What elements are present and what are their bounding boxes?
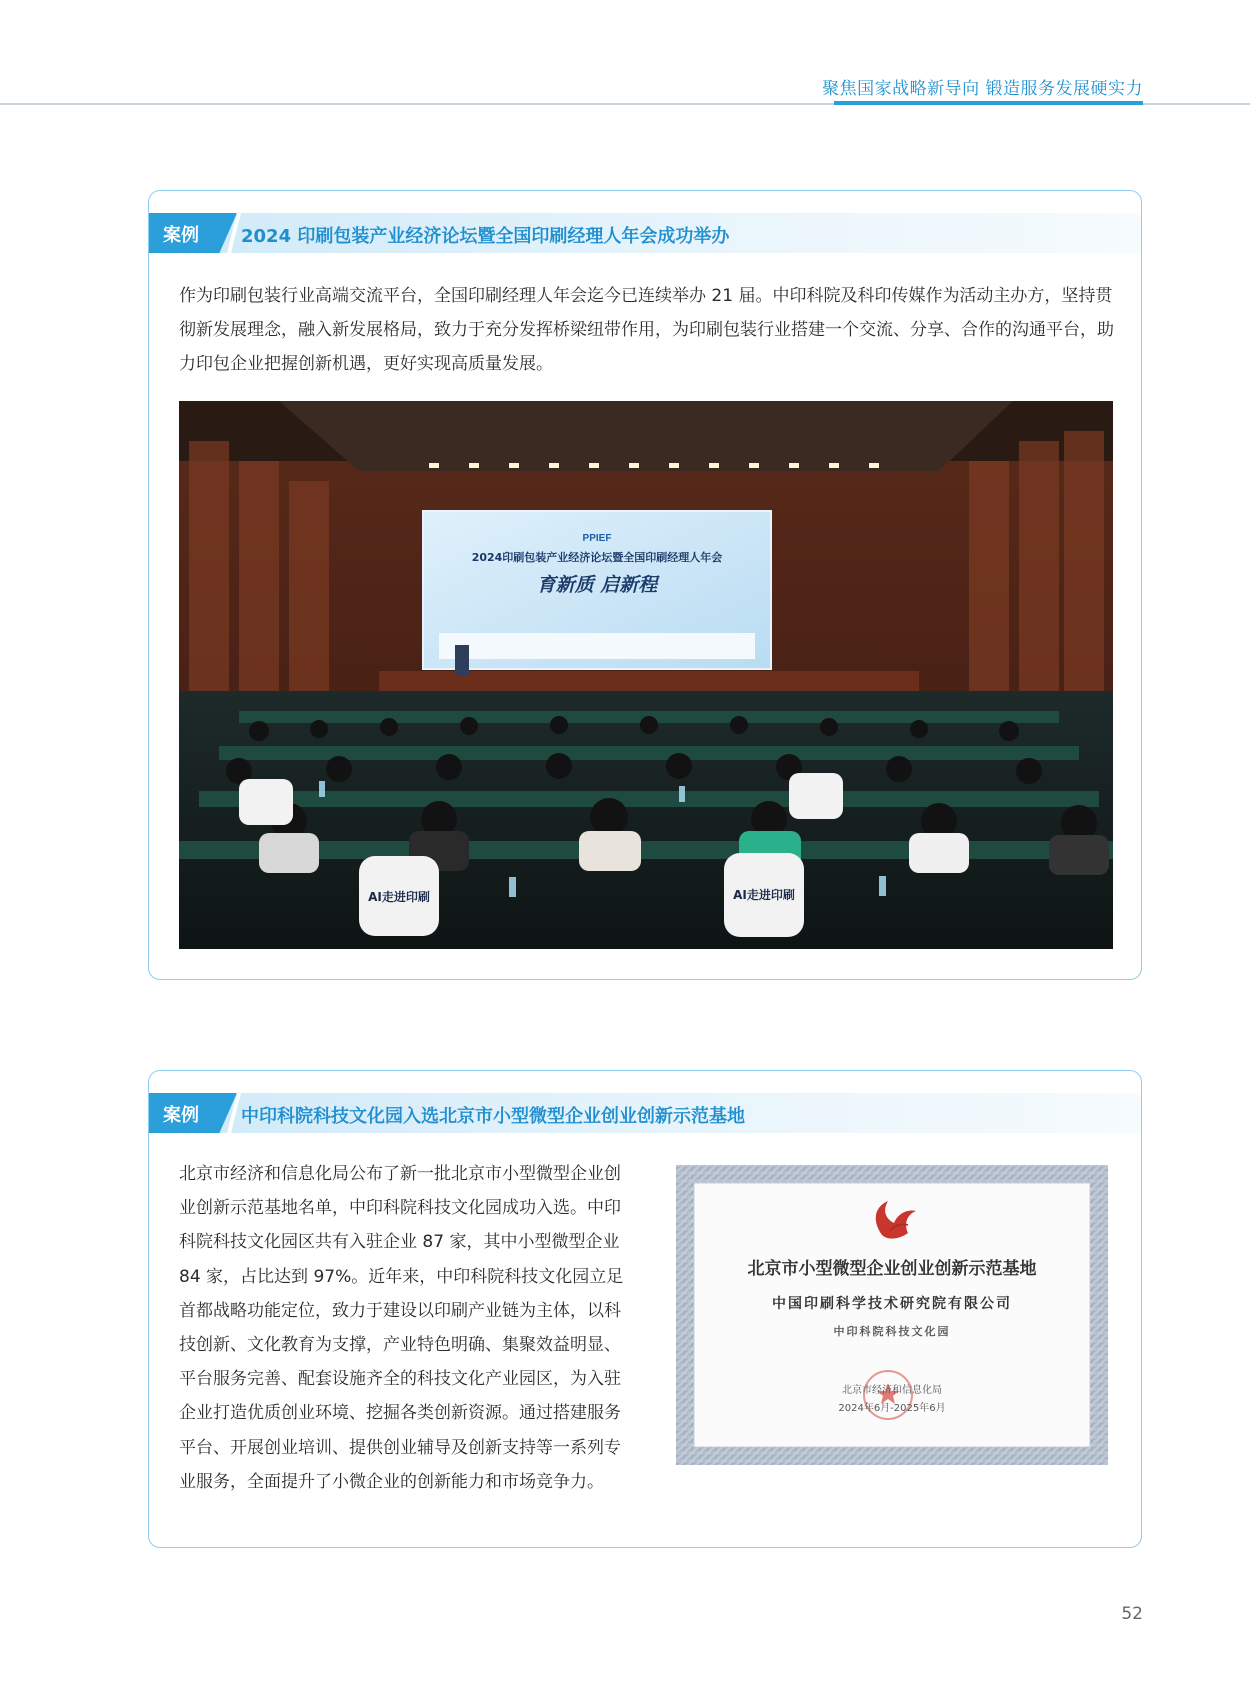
- chair-banner: AI走进印刷: [368, 890, 430, 904]
- certificate-title: 北京市小型微型企业创业创新示范基地: [747, 1259, 1037, 1279]
- case-paragraph: 北京市经济和信息化局公布了新一批北京市小型微型企业创业创新示范基地名单，中印科院科技文化园成功入选。中印科院科技文化园区共有入驻企业 87 家，其中小型微型企业 84 家，占比达到 97%。近年来，中印科院科技文化园立足首都战略功能定位，致力于建设以印刷产业链为主体，以科技创新、文化教育为支撑，产业特色明确、集聚效益明显、平台服务完善、配套设施齐全的科技文化产业园区，为入驻企业打造优质创业环境、挖掘各类创新资源。通过搭建服务平台、开展创业培训、提供创业辅导及创新支持等一系列专业服务，全面提升了小微企业的创新能力和市场竞争力。: [179, 1164, 624, 1492]
- certificate-park: 中印科院科技文化园: [833, 1325, 951, 1338]
- certificate-period: 2024年6月-2025年6月: [838, 1403, 946, 1414]
- case-heading: [149, 213, 1141, 253]
- case-tag-label: 案例: [163, 225, 199, 246]
- conference-photo: [179, 401, 1113, 949]
- running-header: 聚焦国家战略新导向 锻造服务发展硬实力: [822, 79, 1143, 99]
- case-box-forum: [148, 190, 1142, 980]
- chair-banner: AI走进印刷: [733, 888, 795, 902]
- case-title: 2024 印刷包装产业经济论坛暨全国印刷经理人年会成功举办: [241, 226, 730, 247]
- screen-logo: PPIEF: [582, 533, 612, 544]
- screen-title: 2024印刷包装产业经济论坛暨全国印刷经理人年会: [471, 551, 723, 564]
- certificate-company: 中国印刷科学技术研究院有限公司: [772, 1296, 1012, 1312]
- case-title: 中印科院科技文化园入选北京市小型微型企业创业创新示范基地: [241, 1106, 745, 1127]
- screen-slogan: 育新质 启新程: [536, 574, 658, 596]
- case-box-innovation-base: [148, 1070, 1142, 1548]
- certificate-issuer: 北京市经济和信息化局: [842, 1385, 942, 1396]
- header-accent-bar: [834, 101, 1143, 105]
- case-paragraph: 作为印刷包装行业高端交流平台，全国印刷经理人年会迄今已连续举办 21 届。中印科院及科印传媒作为活动主办方，坚持贯彻新发展理念，融入新发展格局，致力于充分发挥桥梁纽带作用，为印刷包装行业搭建一个交流、分享、合作的沟通平台，助力印包企业把握创新机遇，更好实现高质量发展。: [179, 286, 1114, 374]
- case-tag-label: 案例: [163, 1105, 199, 1126]
- case-heading: [149, 1093, 1141, 1133]
- certificate-image: [676, 1165, 1108, 1465]
- page-number: 52: [1121, 1604, 1143, 1624]
